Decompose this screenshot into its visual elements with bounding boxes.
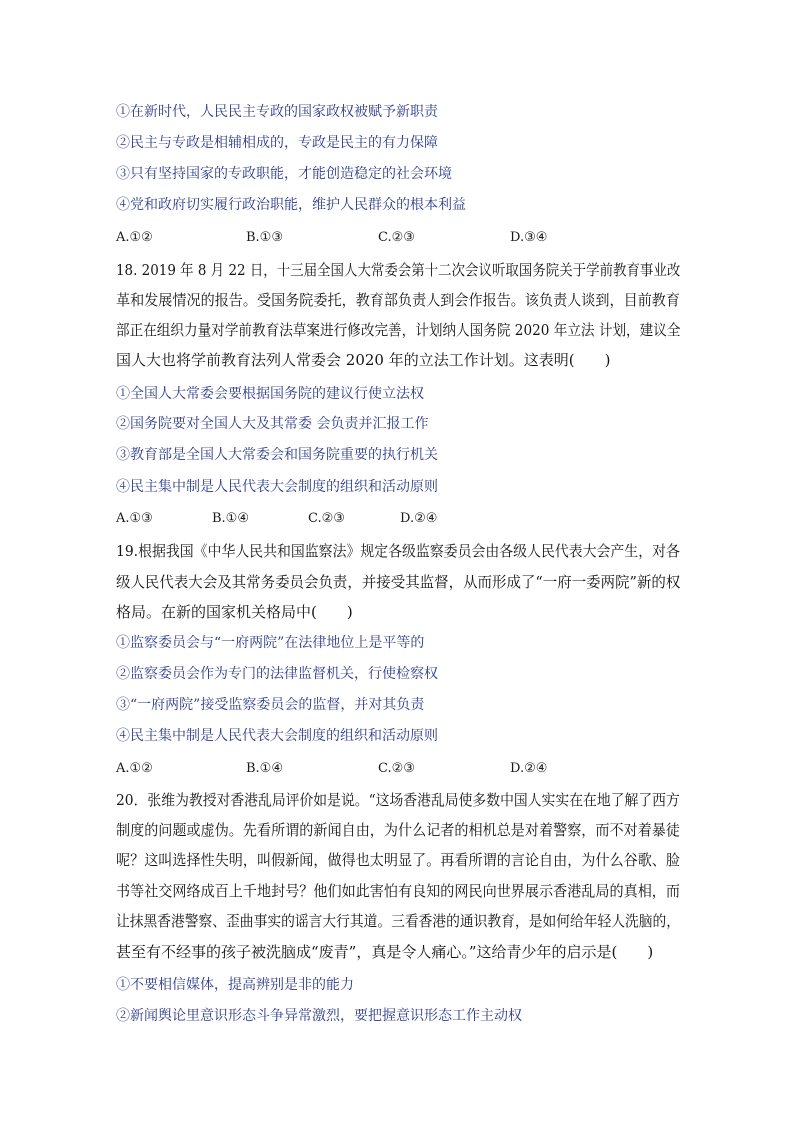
q20-stem-line-5: 让抹黑香港警察、歪曲事实的谣言大行其道。三看香港的通识教育，是如何给年轻人洗脑的，: [116, 912, 681, 930]
q18-stem-line-4: 国人大也将学前教育法列人常委会 2020 年的立法工作计划。这表明( ): [116, 351, 611, 369]
q18-answer-a: A.①③: [116, 511, 153, 526]
q18-answer-d: D.②④: [400, 511, 438, 526]
q17-option-4: ④党和政府切实履行政治职能，维护人民群众的根本利益: [116, 197, 466, 213]
q20-option-2: ②新闻舆论里意识形态斗争异常激烈，要把握意识形态工作主动权: [116, 1008, 522, 1024]
q17-answer-c: C.②③: [378, 230, 415, 245]
q19-answer-c: C.②③: [378, 761, 415, 776]
q18-stem-line-2: 革和发展情况的报告。受国务院委托，教育部负责人到会作报告。该负责人谈到，目前教育: [116, 291, 681, 309]
q17-answer-b: B.①③: [246, 230, 283, 245]
q17-option-3: ③只有坚持国家的专政职能，才能创造稳定的社会环境: [116, 166, 452, 182]
q18-option-1: ①全国人大常委会要根据国务院的建议行使立法权: [116, 386, 424, 402]
q18-stem-line-1: 18. 2019 年 8 月 22 日，十三届全国人大常委会第十二次会议听取国务院关于学前教育事业改: [116, 261, 681, 279]
q19-stem-line-3: 格局。在新的国家机关格局中( ): [116, 603, 353, 621]
q19-stem-line-1: 19.根据我国《中华人民共和国监察法》规定各级监察委员会由各级人民代表大会产生，对各: [116, 542, 680, 560]
q20-option-1: ①不要相信媒体，提高辨别是非的能力: [116, 977, 354, 993]
q20-stem-line-1: 20．张维为教授对香港乱局评价如是说。“这场香港乱局使多数中国人实实在在地了解了西方: [116, 791, 680, 809]
q19-option-1: ①监察委员会与“一府两院”在法律地位上是平等的: [116, 635, 425, 651]
q19-answer-d: D.②④: [510, 761, 548, 776]
q18-answer-b: B.①④: [212, 511, 249, 526]
q18-answer-c: C.②③: [308, 511, 345, 526]
q20-stem-line-6: 甚至有不经事的孩子被洗脑成“废青”，真是令人痛心。”这给青少年的启示是( ): [116, 943, 654, 961]
q19-stem-line-2: 级人民代表大会及其常务委员会负责，并接受其监督，从而形成了“一府一委两院”新的权: [116, 573, 681, 591]
q18-stem-line-3: 部正在组织力量对学前教育法草案进行修改完善，计划纳人国务院 2020 年立法 计划，建议全: [116, 321, 681, 339]
q20-stem-line-2: 制度的问题或虚伪。先看所谓的新闻自由，为什么记者的相机总是对着警察，而不对着暴徒: [116, 821, 681, 839]
q17-option-1: ①在新时代，人民民主专政的国家政权被赋予新职责: [116, 104, 438, 120]
q17-option-2: ②民主与专政是相辅相成的，专政是民主的有力保障: [116, 135, 438, 151]
q18-option-4: ④民主集中制是人民代表大会制度的组织和活动原则: [116, 479, 438, 495]
q19-option-3: ③“一府两院”接受监察委员会的监督，并对其负责: [116, 697, 425, 713]
q20-stem-line-3: 呢？这叫选择性失明，叫假新闻，做得也太明显了。再看所谓的言论自由，为什么谷歌、脸: [116, 851, 681, 869]
q19-option-2: ②监察委员会作为专门的法律监督机关，行使检察权: [116, 666, 438, 682]
q19-answer-a: A.①②: [116, 761, 153, 776]
q20-stem-line-4: 书等社交网络成百上千地封号？他们如此害怕有良知的网民向世界展示香港乱局的真相，而: [116, 882, 681, 900]
q19-option-4: ④民主集中制是人民代表大会制度的组织和活动原则: [116, 728, 438, 744]
q18-option-2: ②国务院要对全国人大及其常委 会负责并汇报工作: [116, 416, 429, 432]
q17-answer-a: A.①②: [116, 230, 153, 245]
q17-answer-d: D.③④: [510, 230, 548, 245]
q18-option-3: ③教育部是全国人大常委会和国务院重要的执行机关: [116, 447, 438, 463]
q19-answer-b: B.①④: [246, 761, 283, 776]
